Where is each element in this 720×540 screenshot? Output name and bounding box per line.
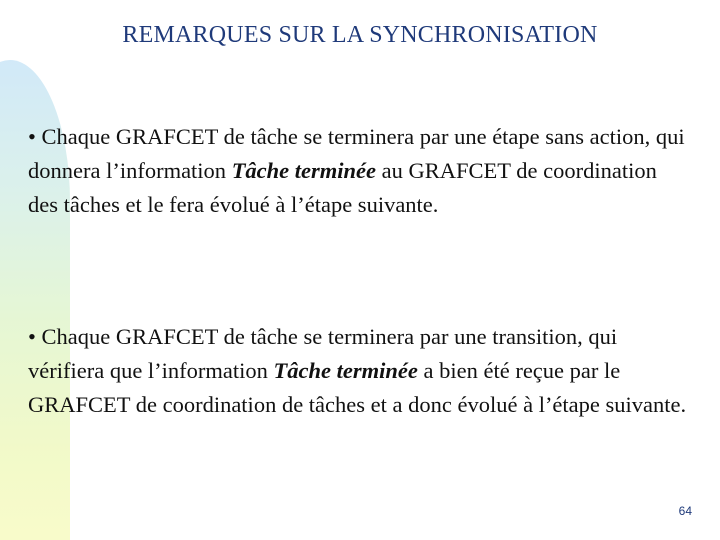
paragraph-1 bbox=[28, 120, 688, 222]
page-number: 64 bbox=[678, 504, 692, 518]
paragraph-2-emphasis: Tâche terminée bbox=[273, 358, 418, 383]
paragraph-1-text-start: • Chaque GRAFCET de tâche se terminera par une étape sans action, qui donnera l’information bbox=[28, 124, 685, 183]
slide-title: REMARQUES SUR LA SYNCHRONISATION bbox=[122, 22, 598, 48]
paragraph-1-emphasis: Tâche terminée bbox=[231, 158, 377, 183]
paragraph-1-text-end: au GRAFCET de coordination des tâches et le fera évolué à l’étape suivante. bbox=[28, 158, 657, 217]
paragraph-2-text-end: a bien été reçue par le GRAFCET de coordination de tâches et a donc évolué à l’étape suivante. bbox=[28, 358, 687, 417]
paragraph-2 bbox=[28, 320, 688, 422]
paragraph-2-text-start: • Chaque GRAFCET de tâche se terminera par une transition, qui vérifiera que l’information bbox=[28, 324, 618, 383]
